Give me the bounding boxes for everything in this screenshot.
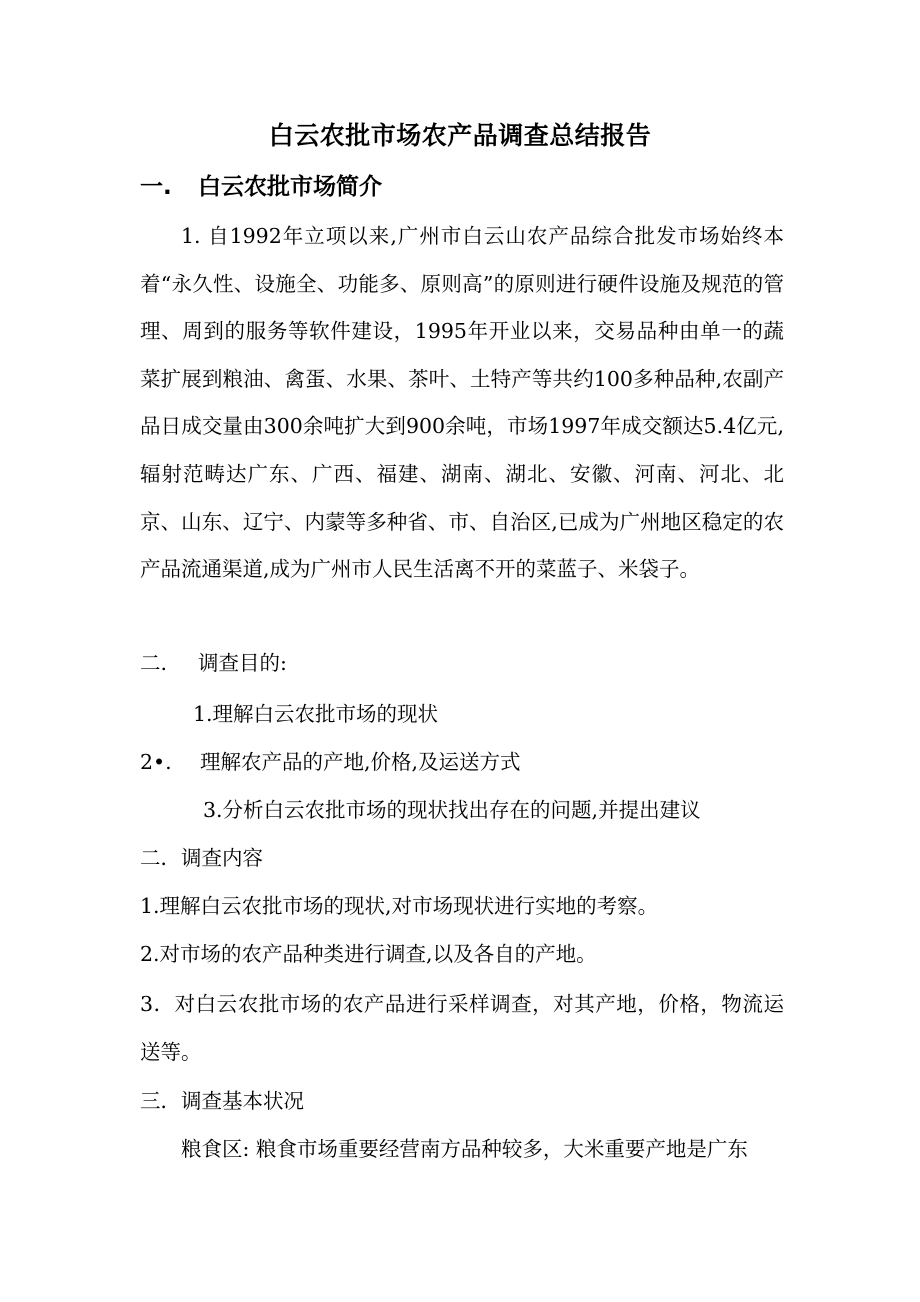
content-item-2: 2.对市场的农产品种类进行调查,以及各自的产地。 — [140, 942, 597, 966]
section-1-paragraph: 1. 自1992年立项以来,广州市白云山农产品综合批发市场始终本着“永久性、设施全、功能多、原则高”的原则进行硬件设施及规范的管理、周到的服务等软件建设，1995年开业以来，交易品种由单一的蔬菜扩展到粮油、禽蛋、水果、茶叶、土特产等共约100多种品种,农副产品日成交量由300余吨扩大到900余吨，市场1997年成交额达5.4亿元,辐射范畴达广东、广西、福建、湖南、湖北、安徽、河南、河北、北京、山东、辽宁、内蒙等多种省、市、自治区,已成为广州地区稳定的农产品流通渠道,成为广州市人民生活离不开的菜蓝子、米袋子。 — [140, 224, 784, 582]
section-1-title: 白云农批市场简介 — [198, 174, 382, 200]
purpose-item-2-number: 2•. — [140, 750, 172, 774]
purpose-item-3: 3.分析白云农批市场的现状找出存在的问题,并提出建议 — [203, 798, 701, 822]
content-item-3: 3．对白云农批市场的农产品进行采样调查，对其产地，价格，物流运送等。 — [140, 992, 784, 1064]
section-2-heading — [140, 643, 287, 683]
section-1-heading — [140, 167, 382, 207]
purpose-item-2-text: 理解农产品的产地,价格,及运送方式 — [200, 750, 521, 774]
section-2-number: 二. — [140, 651, 168, 675]
section-1-number: 一. — [140, 174, 172, 200]
section-4-paragraph: 粮食区: 粮食市场重要经营南方品种较多，大米重要产地是广东 — [181, 1137, 748, 1161]
document-title: 白云农批市场农产品调查总结报告 — [268, 121, 652, 150]
purpose-item-2 — [140, 742, 521, 782]
section-3-heading: 二．调查内容 — [140, 846, 263, 870]
content-item-1: 1.理解白云农批市场的现状,对市场现状进行实地的考察。 — [140, 894, 659, 918]
purpose-item-1: 1.理解白云农批市场的现状 — [193, 702, 439, 726]
section-2-title: 调查目的: — [198, 651, 287, 675]
section-4-heading: 三．调查基本状况 — [140, 1089, 304, 1113]
